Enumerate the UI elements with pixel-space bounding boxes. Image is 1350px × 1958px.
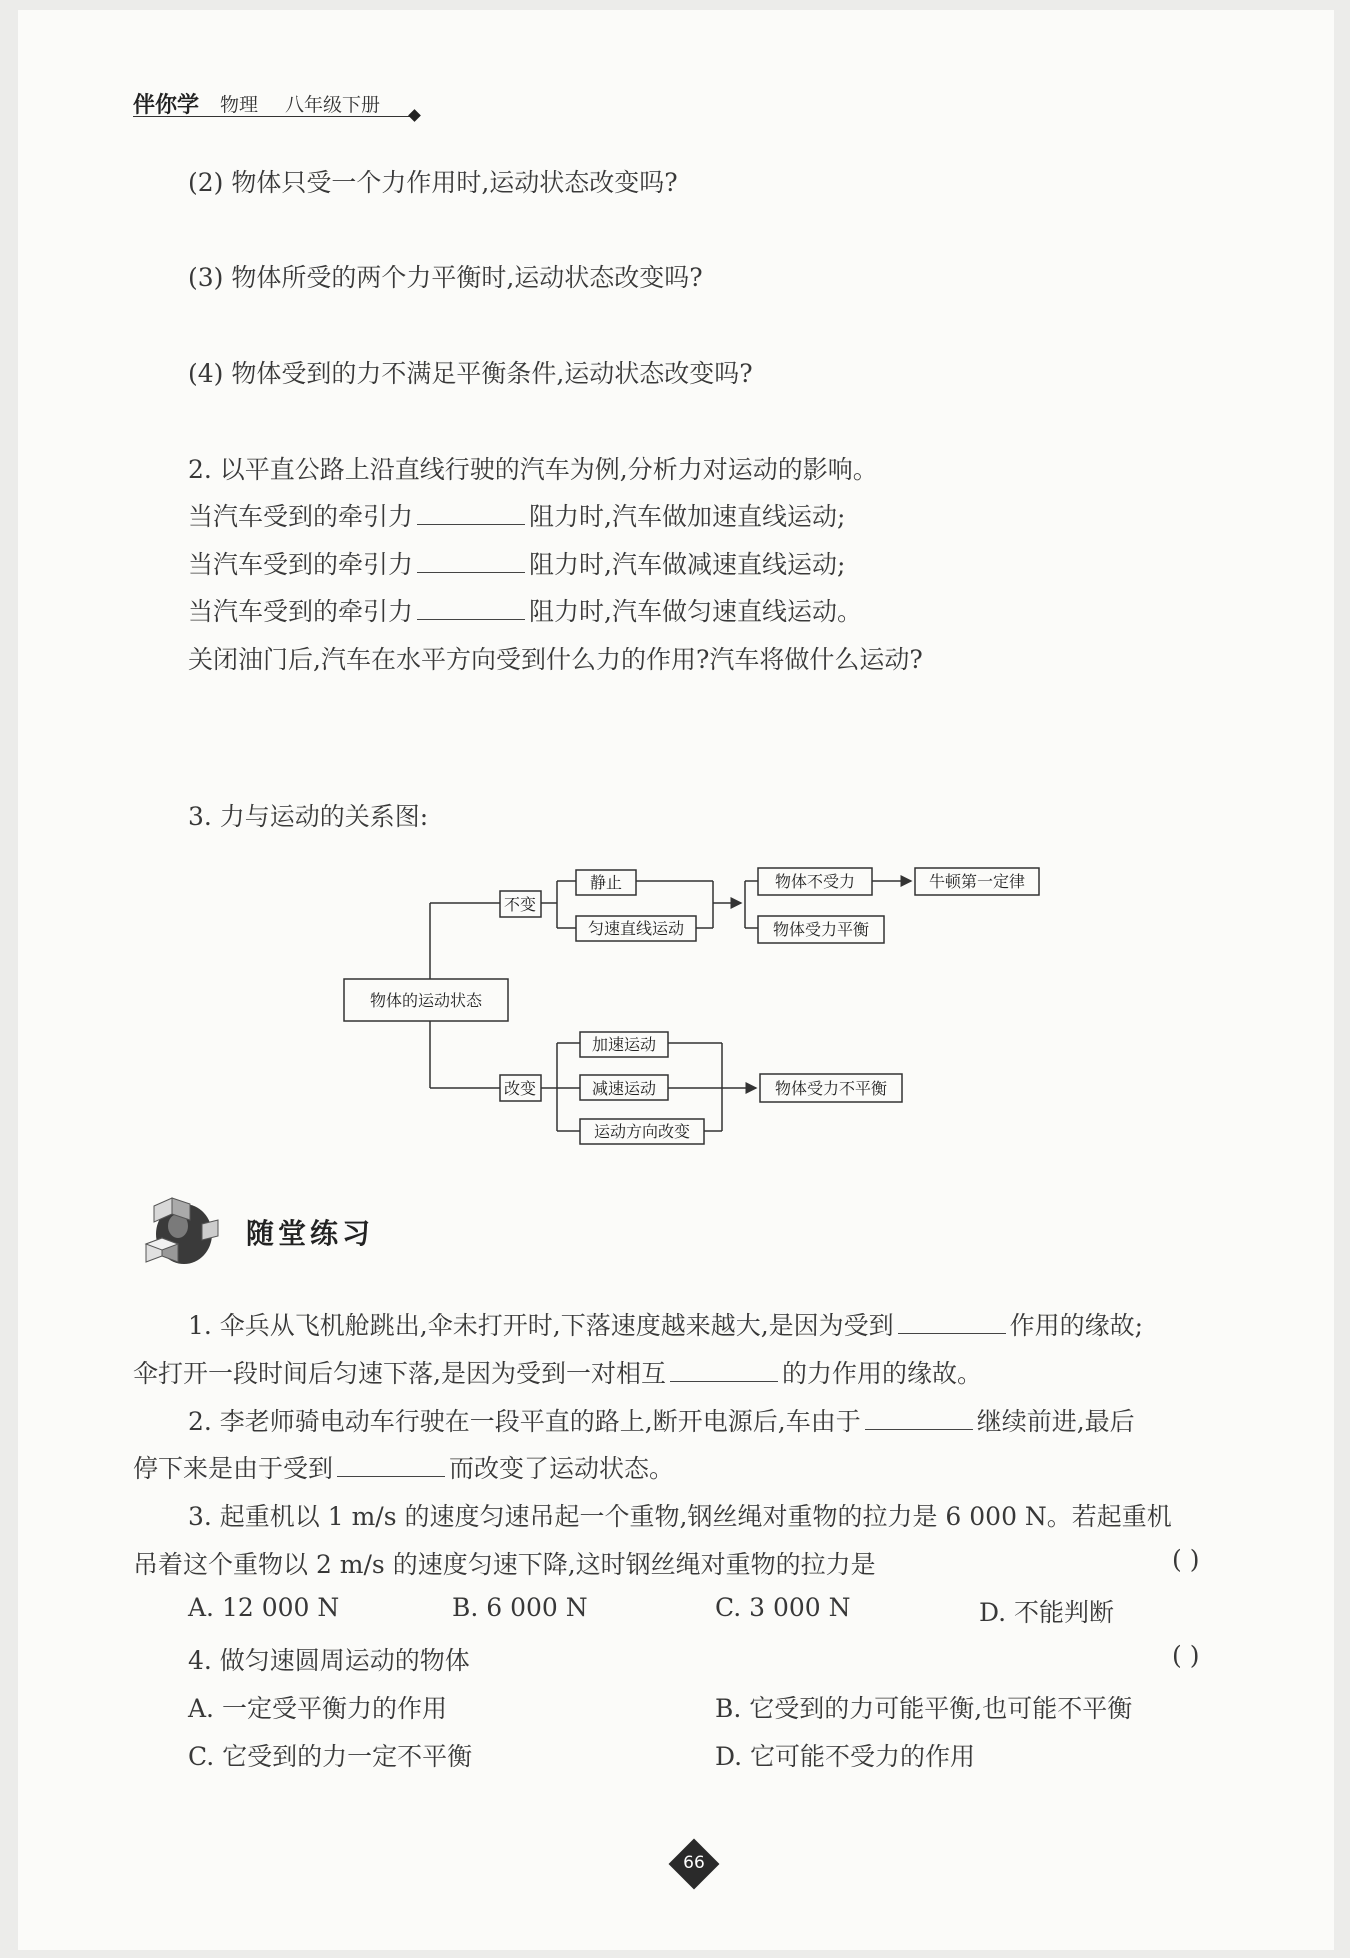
practice-q1-line1 (188, 1306, 1143, 1342)
page-number-badge (668, 1838, 720, 1890)
node-newton: 牛顿第一定律 (928, 872, 1026, 891)
option-a[interactable]: A. 12 000 N (188, 1593, 340, 1622)
option-d[interactable]: D. 它可能不受力的作用 (715, 1742, 976, 1771)
question-2: (2) 物体只受一个力作用时,运动状态改变吗? (188, 168, 678, 197)
practice-title: 随堂练习 (246, 1217, 375, 1250)
node-unbalanced: 物体受力不平衡 (774, 1079, 888, 1098)
practice-q3-line2: 吊着这个重物以 2 m/s 的速度匀速下降,这时钢丝绳对重物的拉力是 (133, 1550, 876, 1579)
practice-q3-line1: 3. 起重机以 1 m/s 的速度匀速吊起一个重物,钢丝绳对重物的拉力是 6 000 N。若起重机 (188, 1502, 1172, 1531)
header-brand: 伴你学 (133, 93, 200, 118)
option-c[interactable]: C. 3 000 N (715, 1593, 851, 1622)
line2-suffix: 阻力时,汽车做减速直线运动; (529, 550, 846, 579)
line2-prefix: 当汽车受到的牵引力 (188, 550, 414, 579)
node-changed: 改变 (503, 1079, 537, 1098)
node-no-force: 物体不受力 (774, 872, 856, 891)
section2-intro: 2. 以平直公路上沿直线行驶的汽车为例,分析力对运动的影响。 (188, 455, 878, 484)
p2-line2-suffix: 而改变了运动状态。 (449, 1454, 675, 1483)
practice-q2-line2 (133, 1449, 674, 1485)
p1-line1-prefix: 1. 伞兵从飞机舱跳出,伞未打开时,下落速度越来越大,是因为受到 (188, 1311, 894, 1340)
practice-q2-line1 (188, 1402, 1135, 1438)
node-unchanged: 不变 (503, 895, 537, 914)
section2-closing: 关闭油门后,汽车在水平方向受到什么力的作用?汽车将做什么运动? (188, 645, 923, 674)
page-number: 66 (683, 1853, 705, 1873)
practice-q1-line2 (133, 1354, 982, 1390)
node-accel: 加速运动 (591, 1035, 657, 1054)
p1-line2-suffix: 的力作用的缘故。 (781, 1359, 982, 1388)
p2-line2-prefix: 停下来是由于受到 (133, 1454, 334, 1483)
option-d[interactable]: D. 不能判断 (979, 1598, 1115, 1627)
option-b[interactable]: B. 它受到的力可能平衡,也可能不平衡 (715, 1694, 1133, 1723)
p1-line1-suffix: 作用的缘故; (1009, 1311, 1144, 1340)
node-balanced: 物体受力平衡 (772, 920, 870, 939)
fill-blank[interactable] (670, 1380, 778, 1382)
p1-line2-prefix: 伞打开一段时间后匀速下落,是因为受到一对相互 (133, 1359, 666, 1388)
cube-icon (132, 1190, 228, 1270)
node-root: 物体的运动状态 (369, 991, 483, 1010)
option-b[interactable]: B. 6 000 N (452, 1593, 588, 1622)
p2-line1-prefix: 2. 李老师骑电动车行驶在一段平直的路上,断开电源后,车由于 (188, 1407, 861, 1436)
node-uniform: 匀速直线运动 (587, 919, 685, 938)
fill-blank[interactable] (865, 1428, 973, 1430)
line3-suffix: 阻力时,汽车做匀速直线运动。 (529, 597, 862, 626)
option-c[interactable]: C. 它受到的力一定不平衡 (188, 1742, 473, 1771)
section3-title: 3. 力与运动的关系图: (188, 802, 429, 831)
node-decel: 减速运动 (591, 1079, 657, 1098)
option-a[interactable]: A. 一定受平衡力的作用 (188, 1694, 447, 1723)
fill-blank[interactable] (898, 1332, 1006, 1334)
line1-suffix: 阻力时,汽车做加速直线运动; (529, 502, 846, 531)
line1-prefix: 当汽车受到的牵引力 (188, 502, 414, 531)
header-grade: 八年级下册 (285, 94, 381, 116)
answer-bracket[interactable]: ( ) (1172, 1641, 1200, 1670)
node-still: 静止 (589, 873, 623, 892)
p2-line1-suffix: 继续前进,最后 (976, 1407, 1135, 1436)
node-dir-change: 运动方向改变 (593, 1122, 691, 1141)
question-3: (3) 物体所受的两个力平衡时,运动状态改变吗? (188, 263, 703, 292)
question-4: (4) 物体受到的力不满足平衡条件,运动状态改变吗? (188, 359, 753, 388)
header-subject: 物理 (220, 94, 259, 116)
fill-blank[interactable] (337, 1475, 445, 1477)
answer-bracket[interactable]: ( ) (1172, 1545, 1200, 1574)
line3-prefix: 当汽车受到的牵引力 (188, 597, 414, 626)
practice-q4-stem: 4. 做匀速圆周运动的物体 (188, 1646, 470, 1675)
